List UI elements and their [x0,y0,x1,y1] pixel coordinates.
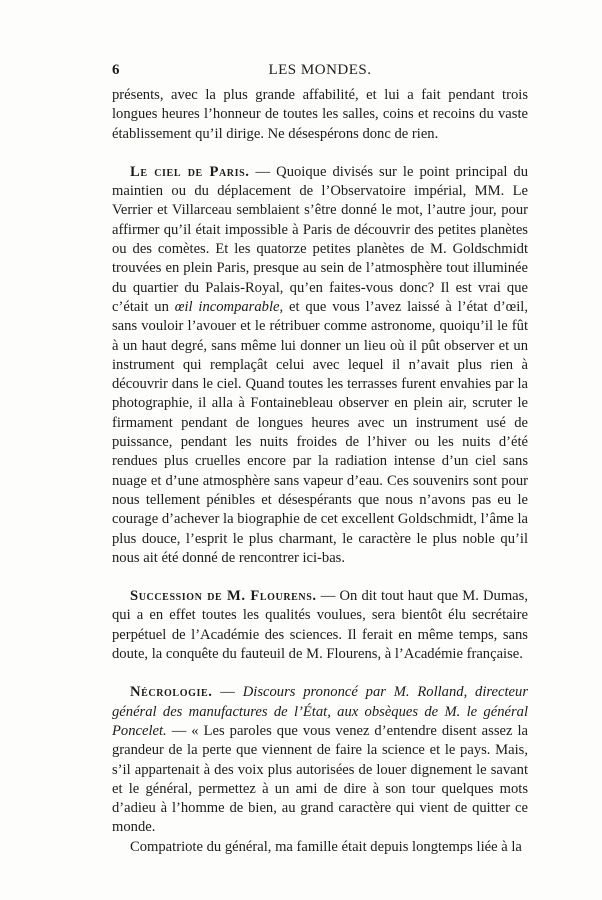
paragraph-text: , et que vous l’avez laissé à l’état d’œil, sans vouloir l’avouer et le rétribuer comme astronome, quoiqu’il le fût à un haut degré, sans même lui donner un lieu où il pût observer et un instrument qui remplaçât celui avec lequel il n’avait plus rien à découvrir dans le ciel. Quand toutes les terrasses furent envahies par la photographie, il alla à Fontainebleau observer en plein air, scruter le firmament pendant de longues heures avec un instrument usé de puissance, pendant les nuits froides de l’hiver ou les nuits d’été rendues plus cruelles encore par la radiation intense d’un ciel sans nuage et d’une atmosphère sans vapeur d’eau. Ces souvenirs sont pour nous tellement pénibles et désespérants que nous n’avons pas eu le courage d’achever la biographie de cet excellent Goldschmidt, l’âme la plus douce, l’esprit le plus charmant, le caractère le plus noble qu’il nous ait été donné de rencontrer ici-bas. [112,298,528,566]
paragraph-text: Compatriote du général, ma famille était depuis longtemps liée à la [130,838,522,855]
section-succession-flourens [112,587,528,664]
section-heading: Nécrologie. [130,684,213,701]
italic-text: Discours prononcé par M. Rolland, directeur général des manufactures de l’État, aux obsèques de M. le général Poncelet. [112,684,529,739]
paragraph-continuation [112,86,528,144]
page-number: 6 [112,62,120,78]
paragraph-text: — On dit tout haut que M. Dumas, qui a en effet toutes les qualités voulues, sera bientôt élu secrétaire perpétuel de l’Académie des sciences. Il ferait en même temps, sans doute, la conquête du fauteuil de M. Flourens, à l’Académie française. [112,588,528,663]
body-text [112,86,528,857]
italic-text: œil incomparable [174,298,280,315]
section-heading: Succession de M. Flourens. [130,588,317,605]
running-head: LES MONDES. [268,62,372,78]
page-header [112,62,528,84]
paragraph-text: présents, avec la plus grande affabilité, et lui a fait pendant trois longues heures l’honneur de toutes les salles, coins et recoins du vaste établissement qu’il dirige. Ne désespérons donc de rien. [112,87,528,142]
paragraph-text: — « Les paroles que vous venez d’entendre disent assez la grandeur de la perte que viennent de faire la science et le pays. Mais, s’il appartenait à des voix plus autorisées de louer dignement le savant et le général, permettez à un ami de dire à son tour quelques mots d’adieu à l’homme de bien, au grand caractère qui vient de quitter ce monde. [112,722,528,836]
section-heading: Le ciel de Paris. [130,163,250,180]
paragraph-text: — Quoique divisés sur le point principal du maintien ou du déplacement de l’Observatoire impérial, MM. Le Verrier et Villarceau semblaient s’être donné le mot, l’autre jour, pour affirmer qu’il était impossible à Paris de découvrir des petites planètes ou des comètes. Et les quatorze petites planètes de M. Goldschmidt trouvées en plein Paris, presque au sein de l’atmosphère tout illuminée du quartier du Palais-Royal, qu’en faites-vous donc? Il est vrai que c’était un [112,163,528,315]
section-ciel-de-paris [112,163,528,568]
paragraph-text: — [212,684,243,701]
section-necrologie [112,683,528,837]
paragraph-compatriote [112,838,528,857]
